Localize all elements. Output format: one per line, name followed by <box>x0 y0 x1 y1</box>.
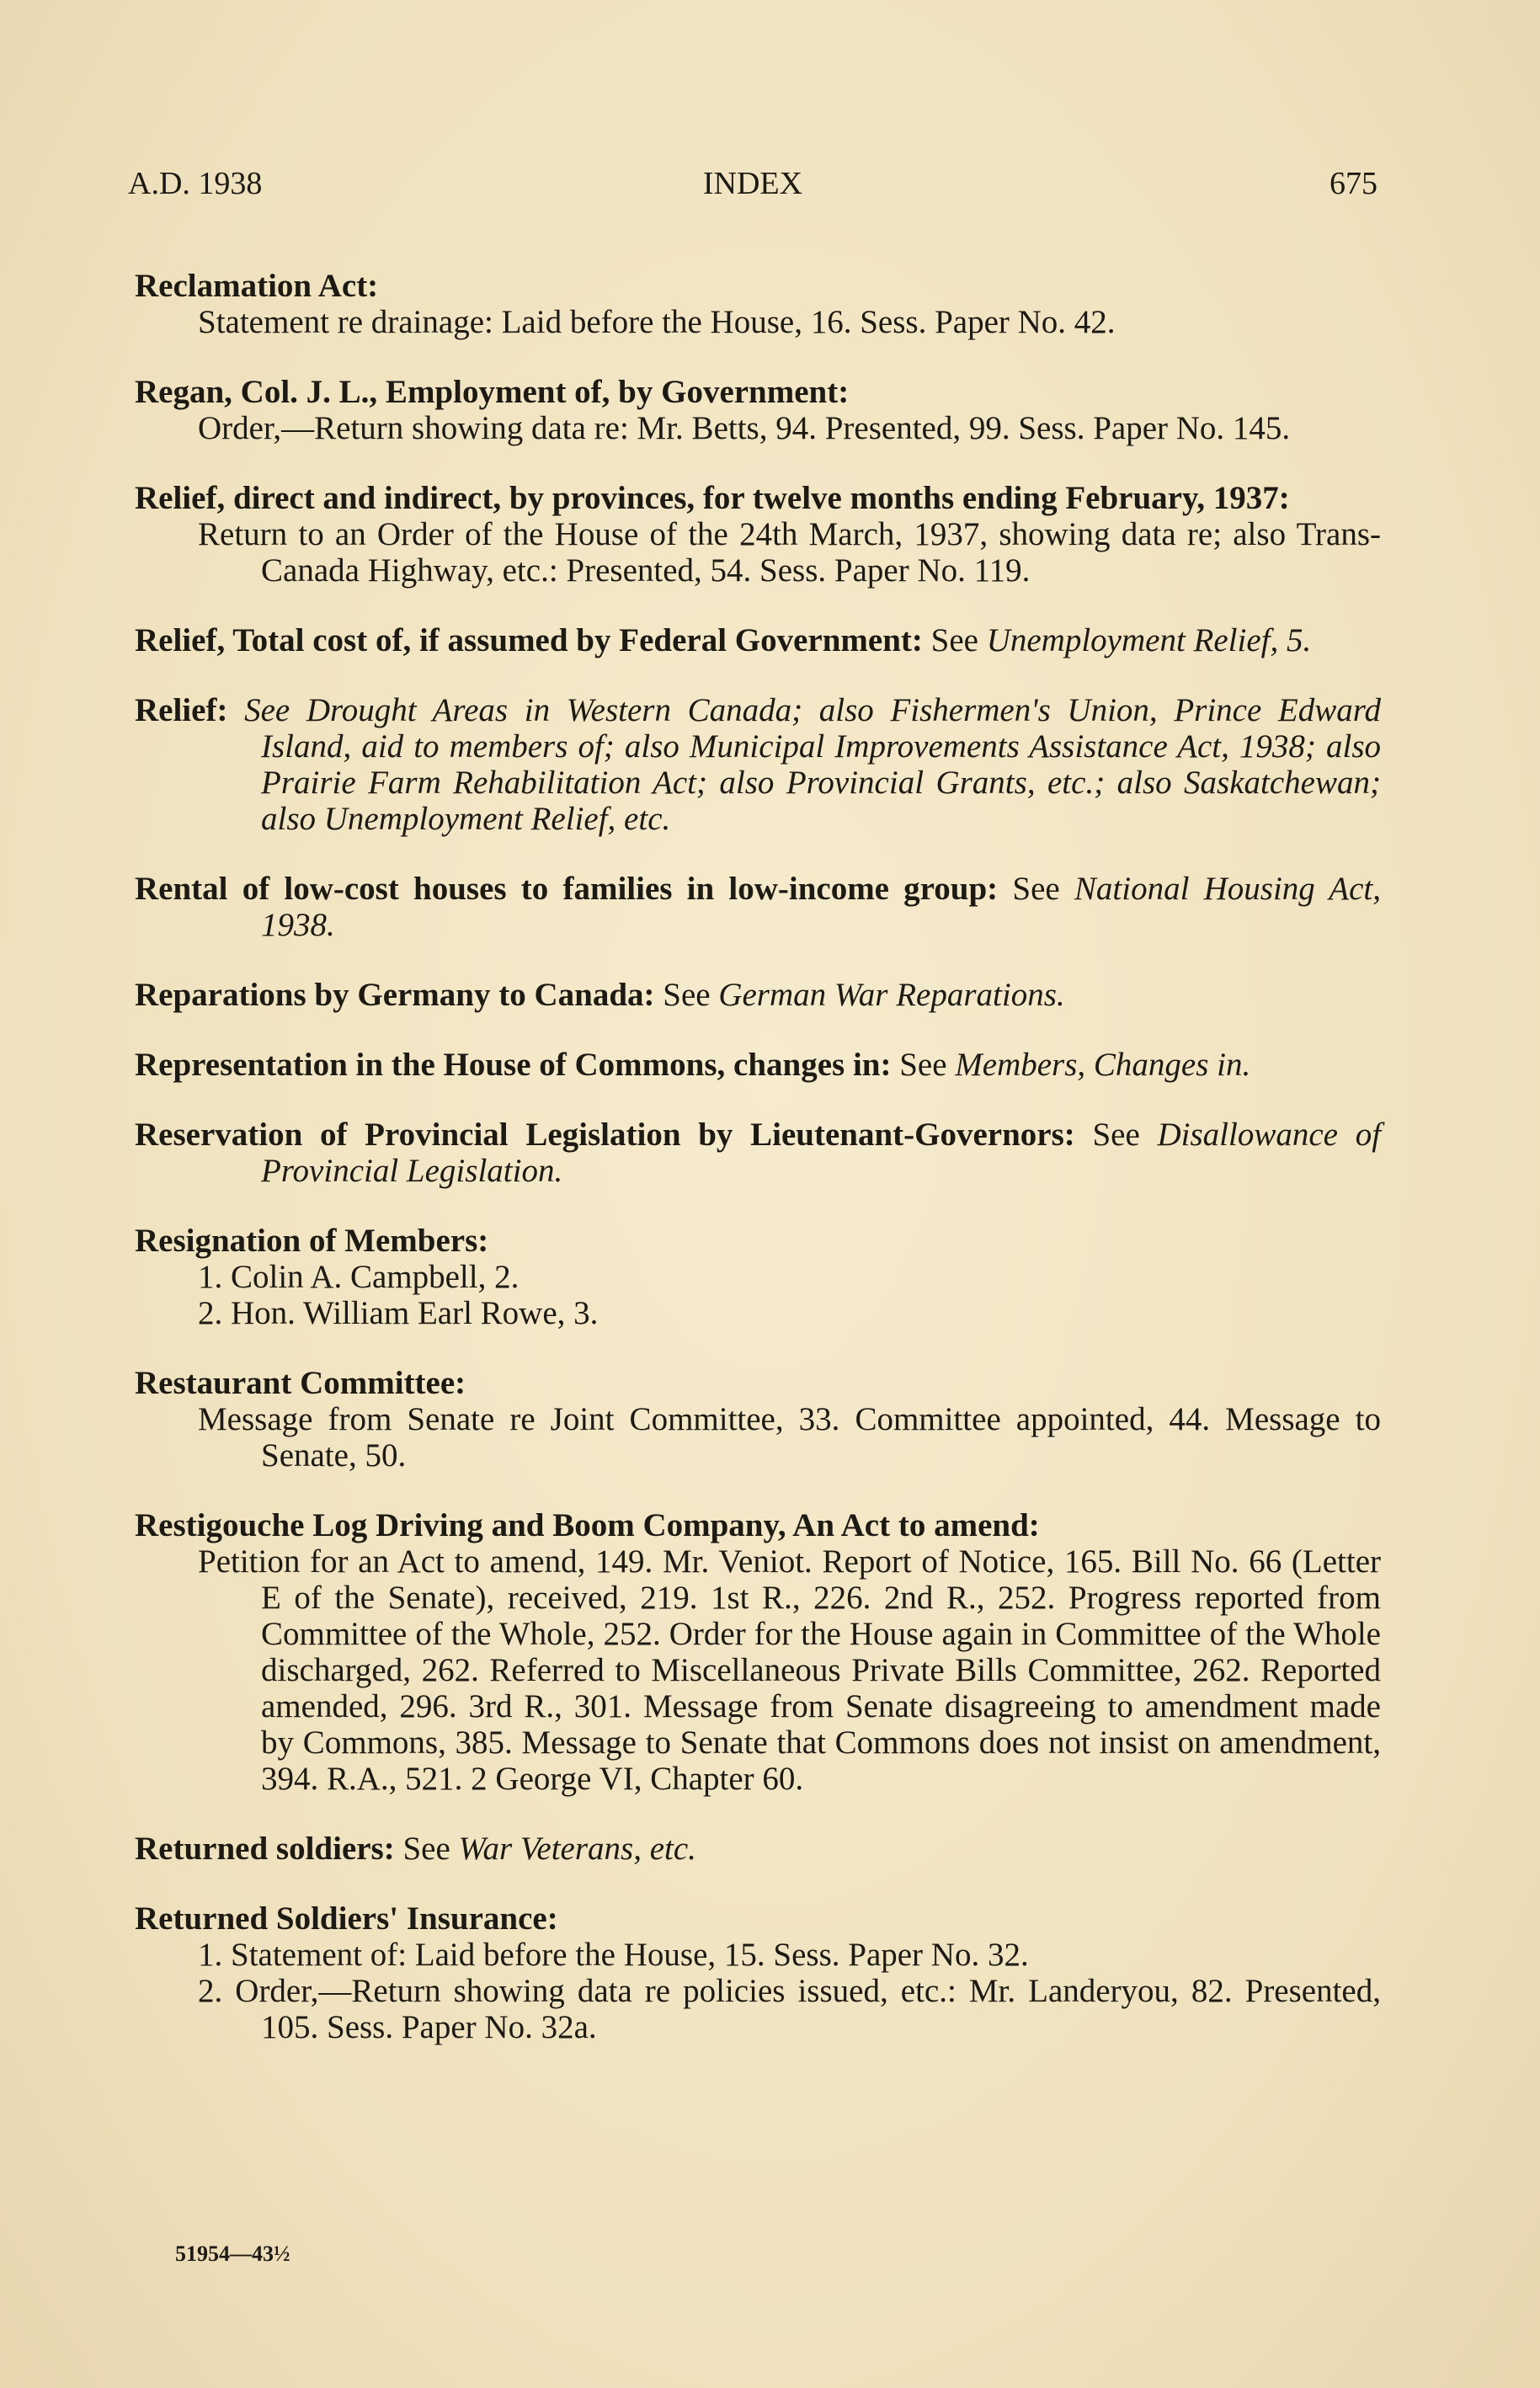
header-title: INDEX <box>702 166 803 201</box>
entry-heading: Representation in the House of Commons, changes in: <box>135 1047 892 1083</box>
cross-reference: Disallowance of Provincial Legislation. <box>261 1117 1382 1189</box>
entry-heading: Returned Soldiers' Insurance: <box>135 1900 558 1937</box>
index-entry <box>135 268 1381 340</box>
index-entry <box>135 1047 1381 1083</box>
page-number: 675 <box>1330 166 1377 201</box>
cross-reference: German War Reparations. <box>718 977 1065 1013</box>
entry-subtext: Statement re drainage: Laid before the House, 16. Sess. Paper No. 42. <box>198 304 1116 340</box>
entry-heading-line <box>135 1047 1381 1083</box>
entry-subtext: Order,—Return showing data re: Mr. Betts, 94. Presented, 99. Sess. Paper No. 145. <box>198 410 1291 446</box>
entry-heading-line <box>135 622 1381 658</box>
see-label: See <box>1012 871 1060 907</box>
entry-heading: Relief, Total cost of, if assumed by Federal Government: <box>135 622 923 658</box>
see-label: See <box>899 1047 947 1083</box>
page-header <box>128 165 1377 216</box>
index-entry <box>135 480 1381 589</box>
index-entry <box>135 622 1381 658</box>
list-item: 1. Statement of: Laid before the House, 15. Sess. Paper No. 32. <box>198 1937 1029 1973</box>
entry-subtext: Petition for an Act to amend, 149. Mr. Veniot. Report of Notice, 165. Bill No. 66 (Letter E of the Senate), received, 219. 1st R., 226. 2nd R., 252. Progress reported from Committee of the Whole, 252. Order for the House again in Committee of the Whole discharged, 262. Referred to Miscellaneous Private Bills Committee, 262. Reported amended, 296. 3rd R., 301. Message from Senate disagreeing to amendment made by Commons, 385. Message to Senate that Commons does not insist on amendment, 394. R.A., 521. 2 George VI, Chapter 60. <box>198 1543 1381 1797</box>
index-entry <box>135 977 1381 1013</box>
see-label: See <box>1092 1117 1140 1153</box>
entry-heading-line <box>135 1117 1381 1189</box>
index-entry <box>135 1365 1381 1474</box>
cross-reference: Members, Changes in. <box>955 1047 1251 1083</box>
printer-code: 51954—43½ <box>175 2241 290 2266</box>
entry-heading: Rental of low-cost houses to families in low-income group: <box>135 871 999 907</box>
list-item: 2. Hon. William Earl Rowe, 3. <box>198 1295 599 1331</box>
cross-reference: Unemployment Relief, 5. <box>986 622 1312 658</box>
entry-heading: Relief: <box>135 692 228 728</box>
entry-heading: Relief, direct and indirect, by provinces, for twelve months ending February, 1937: <box>135 480 1290 516</box>
entry-heading-line <box>135 977 1381 1013</box>
entry-heading: Reparations by Germany to Canada: <box>135 977 655 1013</box>
index-entry <box>135 692 1381 837</box>
entry-heading: Restigouche Log Driving and Boom Company, An Act to amend: <box>135 1507 1040 1543</box>
entry-heading: Regan, Col. J. L., Employment of, by Government: <box>135 374 850 410</box>
cross-reference: War Veterans, etc. <box>458 1831 696 1867</box>
entry-subtext: Message from Senate re Joint Committee, 33. Committee appointed, 44. Message to Senate, 50. <box>198 1401 1381 1474</box>
index-entry <box>135 1507 1381 1797</box>
entry-heading: Reservation of Provincial Legislation by Lieutenant-Governors: <box>135 1117 1075 1153</box>
index-entry <box>135 871 1381 943</box>
entry-subtext: Return to an Order of the House of the 24th March, 1937, showing data re; also Trans-Canada Highway, etc.: Presented, 54. Sess. Paper No. 119. <box>198 516 1381 589</box>
list-item: 1. Colin A. Campbell, 2. <box>198 1259 520 1295</box>
index-entry <box>135 1117 1381 1189</box>
header-year: A.D. 1938 <box>128 166 263 201</box>
entry-heading: Reclamation Act: <box>135 268 379 304</box>
see-label: See <box>930 622 978 658</box>
entry-heading: Returned soldiers: <box>135 1831 395 1867</box>
index-entry <box>135 1831 1381 1867</box>
cross-reference: See Drought Areas in Western Canada; also Fishermen's Union, Prince Edward Island, aid to members of; also Municipal Improvements Assistance Act, 1938; also Prairie Farm Rehabilitation Act; also Provincial Grants, etc.; also Saskatchewan; also Unemployment Relief, etc. <box>244 692 1381 837</box>
entry-heading-line <box>135 1831 1381 1867</box>
entry-heading: Restaurant Committee: <box>135 1365 466 1401</box>
index-entry <box>135 1223 1381 1331</box>
index-entry <box>135 374 1381 446</box>
entry-heading: Resignation of Members: <box>135 1223 489 1259</box>
see-label: See <box>663 977 711 1013</box>
index-entry <box>135 1900 1381 2045</box>
see-label: See <box>402 1831 450 1867</box>
index-entries <box>135 268 1381 2079</box>
list-item: 2. Order,—Return showing data re policies issued, etc.: Mr. Landeryou, 82. Presented, 105. Sess. Paper No. 32a. <box>198 1973 1381 2045</box>
cross-reference: National Housing Act, 1938. <box>261 871 1382 943</box>
entry-heading-line <box>135 692 1381 837</box>
entry-heading-line <box>135 871 1381 943</box>
